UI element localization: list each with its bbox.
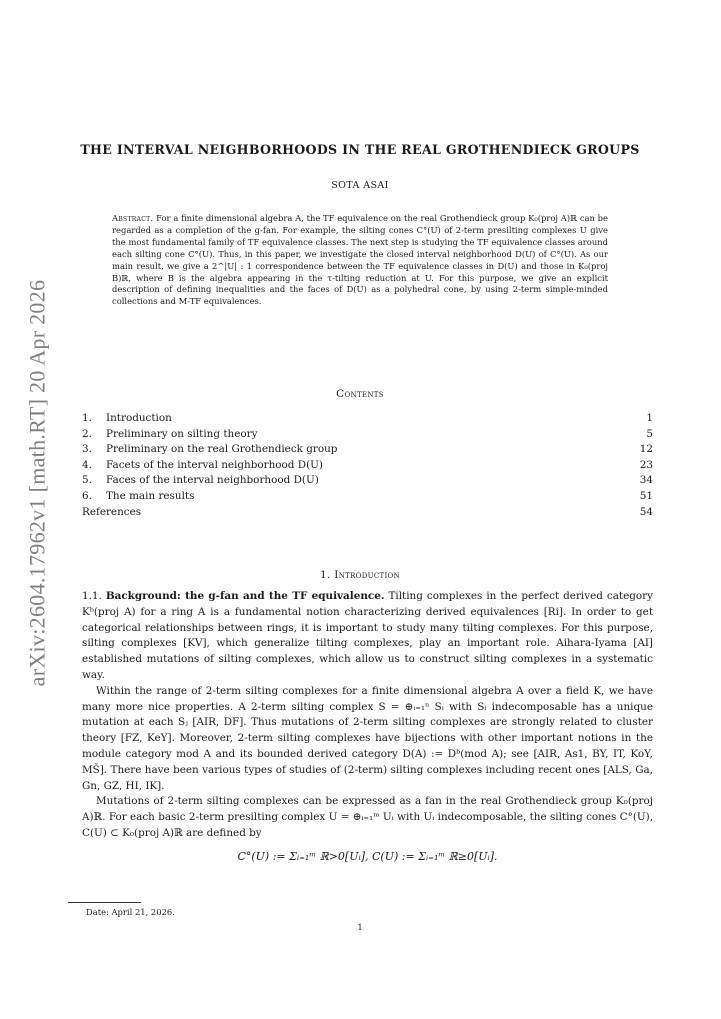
page-number: 1	[357, 922, 363, 932]
display-formula: C°(U) := Σᵢ₌₁ᵐ ℝ>0[Uᵢ], C(U) := Σᵢ₌₁ᵐ ℝ≥0[Uᵢ].	[237, 850, 498, 863]
toc-entry[interactable]	[82, 473, 653, 489]
toc-entry-page: 1	[646, 412, 653, 424]
paper-title: THE INTERVAL NEIGHBORHOODS IN THE REAL GROTHENDIECK GROUPS	[80, 142, 640, 157]
toc-entry-label: Preliminary on the real Grothendieck group	[106, 443, 338, 456]
toc-entry-label: Faces of the interval neighborhood D(U)	[106, 474, 319, 487]
footnote-rule	[68, 902, 141, 903]
section-heading: 1. Introduction	[320, 569, 400, 581]
table-of-contents	[82, 411, 653, 520]
toc-entry[interactable]	[82, 427, 653, 443]
toc-entry-number: 6.	[82, 489, 92, 502]
toc-entry-page: 34	[639, 474, 653, 487]
subsection-title: Background: the g-fan and the TF equivalence.	[105, 590, 385, 602]
toc-entry-label: Introduction	[106, 412, 172, 424]
author-name: SOTA ASAI	[331, 180, 389, 191]
toc-entry[interactable]	[82, 458, 653, 474]
toc-entry-number: 2.	[82, 427, 92, 440]
toc-entry-page: 23	[639, 458, 653, 471]
toc-entry-label: Preliminary on silting theory	[106, 427, 258, 440]
toc-entry-page: 5	[646, 427, 653, 440]
abstract-heading: Abstract.	[112, 213, 154, 223]
subsection-number: 1.1.	[82, 590, 102, 602]
paragraph: Mutations of 2-term silting complexes can be expressed as a fan in the real Grothendieck group K₀(proj A)ℝ. For each basic 2-term presilting complex U = ⊕ᵢ₌₁ᵐ Uᵢ with Uᵢ indecomposable, the silting cones C°(U), C(U) ⊂ K₀(proj A)ℝ are defined by	[82, 795, 653, 839]
arxiv-stamp	[22, 279, 52, 686]
abstract-text: For a finite dimensional algebra A, the TF equivalence on the real Grothendieck group K₀(proj A)ℝ can be regarded as a completion of the g-fan. For example, the silting cones C°(U) of 2-term presilting complexes U give the most fundamental family of TF equivalence classes. The next step is studying the TF equivalence classes around each silting cone C°(U). Thus, in this paper, we investigate the closed interval neighborhood D(U) of C°(U). As our main result, we give a 2^|U| : 1 correspondence between the TF equivalence classes in D(U) and those in K₀(proj B)ℝ, where B is the algebra appearing in the τ-tilting reduction at U. For this purpose, we give an explicit description of defining inequalities and the faces of D(U) as a polyhedral cone, by using 2-term simple-minded collections and M-TF equivalences.	[112, 213, 608, 307]
toc-entry-page: 51	[639, 489, 653, 502]
toc-entry-number: 1.	[82, 412, 92, 424]
toc-entry-page: 12	[639, 443, 653, 456]
paragraph	[82, 589, 653, 684]
toc-entry-label: References	[82, 505, 142, 518]
abstract	[112, 213, 608, 308]
toc-entry-label: The main results	[106, 489, 195, 502]
footnote-date: Date: April 21, 2026.	[86, 907, 175, 917]
toc-entry-number: 3.	[82, 443, 92, 456]
arxiv-stamp-text: arXiv:2604.17962v1 [math.RT] 20 Apr 2026	[24, 279, 50, 686]
paragraph: Within the range of 2-term silting complexes for a finite dimensional algebra A over a field K, we have many more nice properties. A 2-term silting complex S = ⊕ᵢ₌₁ⁿ Sᵢ with Sᵢ indecomposable has a unique mutation at each Sⱼ [AIR, DF]. Thus mutations of 2-term silting complexes are strongly related to cluster theory [FZ, KeY]. Moreover, 2-term silting complexes have bijections with other important notions in the module category mod A and its bounded derived category D(A) := Dᵇ(mod A); see [AIR, As1, BY, IT, KoY, MŠ]. There have been various types of studies of (2-term) silting complexes including recent ones [ALS, Ga, Gn, GZ, HI, IK].	[82, 684, 653, 792]
toc-entry[interactable]	[82, 505, 653, 521]
toc-entry-label: Facets of the interval neighborhood D(U)	[106, 458, 323, 471]
toc-entry-number: 5.	[82, 474, 92, 487]
introduction-body	[82, 589, 653, 842]
toc-entry[interactable]	[82, 442, 653, 458]
contents-heading: Contents	[336, 388, 384, 400]
toc-entry-number: 4.	[82, 458, 92, 471]
paragraph-text: Tilting complexes in the perfect derived category Kᵇ(proj A) for a ring A is a fundamental notion characterizing derived equivalences [Ri]. In order to get categorical relationships between rings, it is important to study many tilting complexes. For this purpose, silting complexes [KV], which generalize tilting complexes, play an important role. Aihara-Iyama [AI] established mutations of silting complexes, which allow us to construct silting complexes in a systematic way.	[82, 590, 653, 681]
toc-entry-page: 54	[639, 505, 653, 518]
toc-entry[interactable]	[82, 489, 653, 505]
toc-entry[interactable]	[82, 411, 653, 427]
